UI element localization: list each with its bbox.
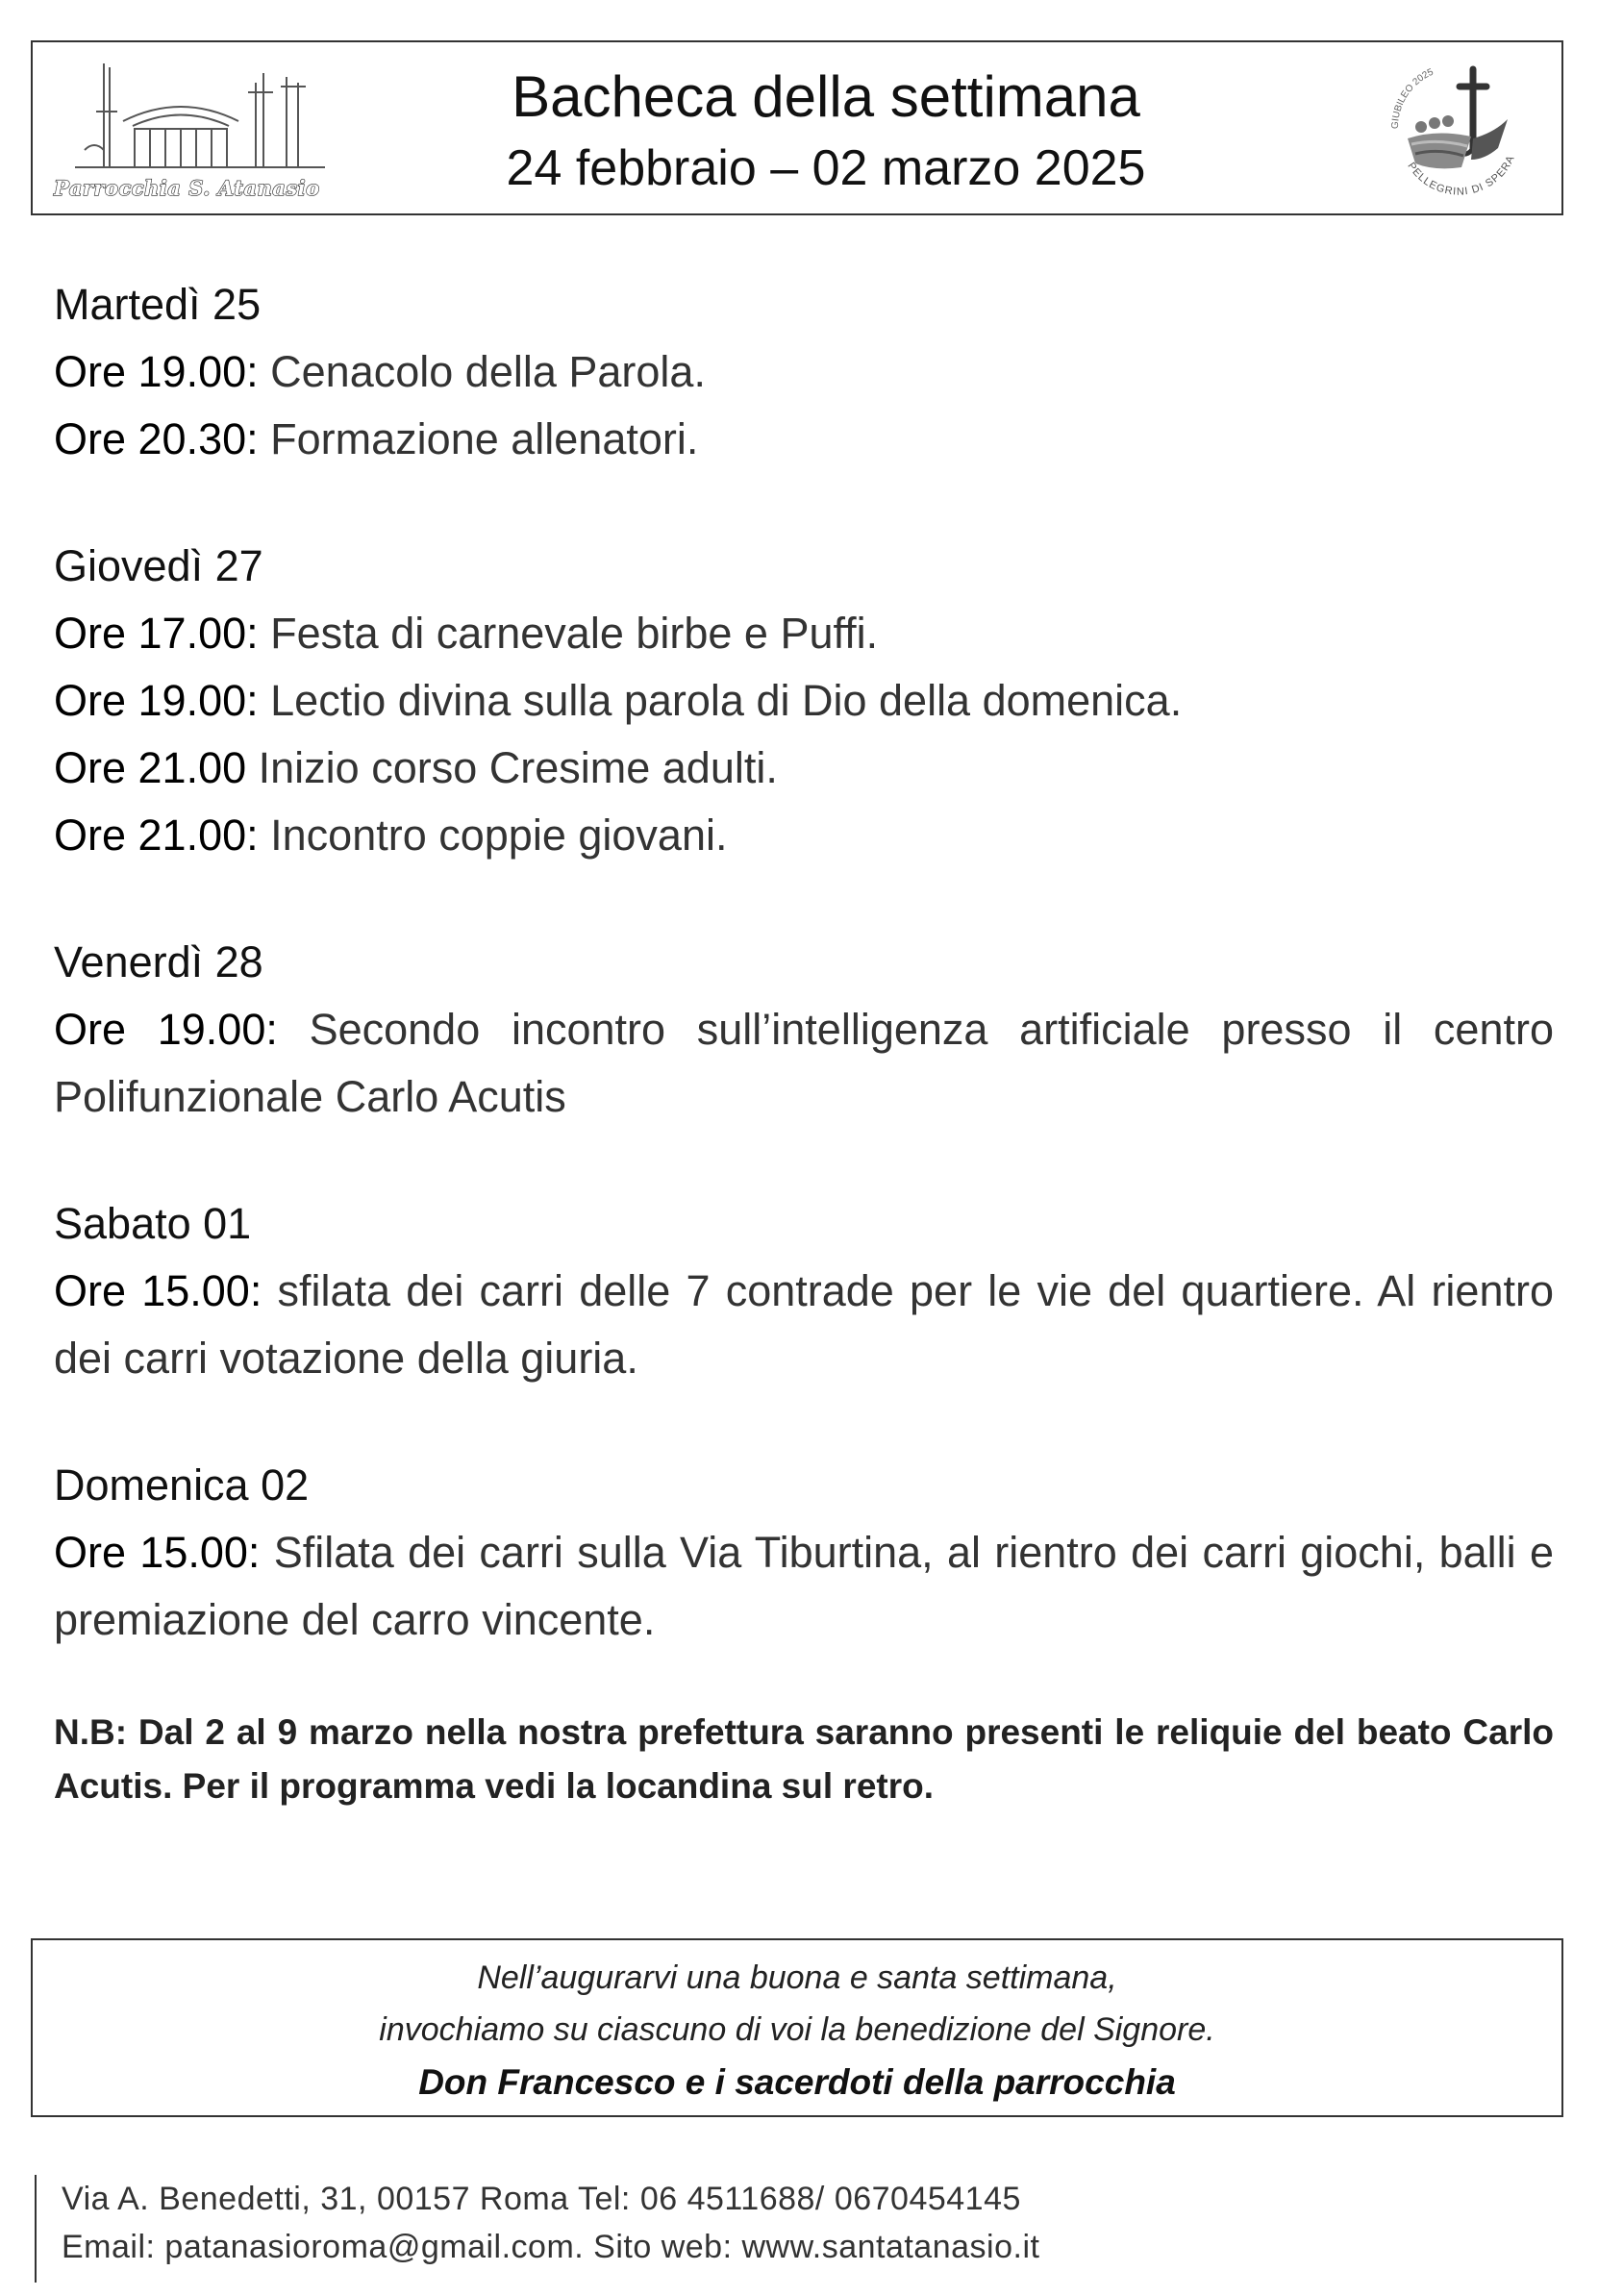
header-box <box>31 40 1563 215</box>
entry-time: Ore 15.00: <box>54 1528 261 1577</box>
schedule <box>54 271 1554 1813</box>
closing-signature: Don Francesco e i sacerdoti della parrocchia <box>418 2062 1176 2102</box>
entry-text: sfilata dei carri delle 7 contrade per le vie del quartiere. Al rientro dei carri votazione della giuria. <box>54 1266 1554 1383</box>
day-title: Giovedì 27 <box>54 541 263 590</box>
day-section <box>54 533 1554 869</box>
closing-box <box>31 1938 1563 2117</box>
day-section <box>54 1190 1554 1392</box>
parish-logo <box>46 54 373 208</box>
schedule-entry <box>54 996 1554 1131</box>
contact-email-web: Email: patanasioroma@gmail.com. Sito web: www.santatanasio.it <box>62 2229 1040 2265</box>
day-section <box>54 1452 1554 1654</box>
schedule-entry <box>54 600 1554 667</box>
schedule-entry <box>54 735 1554 802</box>
contact-info <box>35 2175 1039 2283</box>
closing-line-1: Nell’augurarvi una buona e santa settimana, <box>477 1959 1117 1996</box>
entry-text: Lectio divina sulla parola di Dio della domenica. <box>270 676 1183 725</box>
entry-time: Ore 19.00: <box>54 676 259 725</box>
day-title: Sabato 01 <box>54 1199 252 1248</box>
entry-time: Ore 21.00 <box>54 743 247 792</box>
page-dates: 24 febbraio – 02 marzo 2025 <box>506 140 1146 196</box>
entry-text: Festa di carnevale birbe e Puffi. <box>270 609 879 658</box>
day-title: Martedì 25 <box>54 280 262 329</box>
day-title: Venerdì 28 <box>54 937 263 986</box>
entry-text: Formazione allenatori. <box>270 414 699 463</box>
closing-line-2: invochiamo su ciascuno di voi la benedizione del Signore. <box>379 2011 1215 2048</box>
jubilee-top-text: GIUBILEO 2025 <box>1389 66 1436 130</box>
svg-text:GIUBILEO 2025 <box>1390 66 1436 129</box>
schedule-entry <box>54 667 1554 735</box>
entry-text: Sfilata dei carri sulla Via Tiburtina, al rientro dei carri giochi, balli e premiazione del carro vincente. <box>54 1528 1554 1644</box>
entry-text: Incontro coppie giovani. <box>270 811 728 860</box>
page-title: Bacheca della settimana <box>512 64 1140 129</box>
entry-text: Inizio corso Cresime adulti. <box>258 743 778 792</box>
entry-text: Cenacolo della Parola. <box>270 347 706 396</box>
entry-time: Ore 19.00: <box>54 347 259 396</box>
jubilee-bottom-text: PELLEGRINI DI SPERA <box>1405 153 1517 198</box>
schedule-entry <box>54 338 1554 406</box>
schedule-entry <box>54 1519 1554 1654</box>
parish-logo-caption: Parrocchia S. Atanasio <box>54 176 320 200</box>
entry-time: Ore 20.30: <box>54 414 259 463</box>
schedule-entry <box>54 406 1554 473</box>
entry-time: Ore 21.00: <box>54 811 259 860</box>
day-section <box>54 929 1554 1131</box>
note: N.B: Dal 2 al 9 marzo nella nostra prefettura saranno presenti le reliquie del beato Carlo Acutis. Per il programma vedi la locandina sul retro. <box>54 1712 1554 1806</box>
title-block <box>398 60 1254 202</box>
entry-text: Secondo incontro sull’intelligenza artificiale presso il centro Polifunzionale Carlo Acutis <box>54 1005 1554 1121</box>
day-title: Domenica 02 <box>54 1460 310 1510</box>
day-section <box>54 271 1554 473</box>
entry-time: Ore 15.00: <box>54 1266 262 1315</box>
jubilee-2025-icon <box>1379 52 1533 206</box>
entry-time: Ore 19.00: <box>54 1005 278 1054</box>
schedule-entry <box>54 1258 1554 1392</box>
schedule-entry <box>54 802 1554 869</box>
entry-time: Ore 17.00: <box>54 609 259 658</box>
contact-address: Via A. Benedetti, 31, 00157 Roma Tel: 06 4511688/ 0670454145 <box>62 2181 1021 2217</box>
church-sketch-icon <box>46 54 373 179</box>
jubilee-logo <box>1379 52 1533 206</box>
